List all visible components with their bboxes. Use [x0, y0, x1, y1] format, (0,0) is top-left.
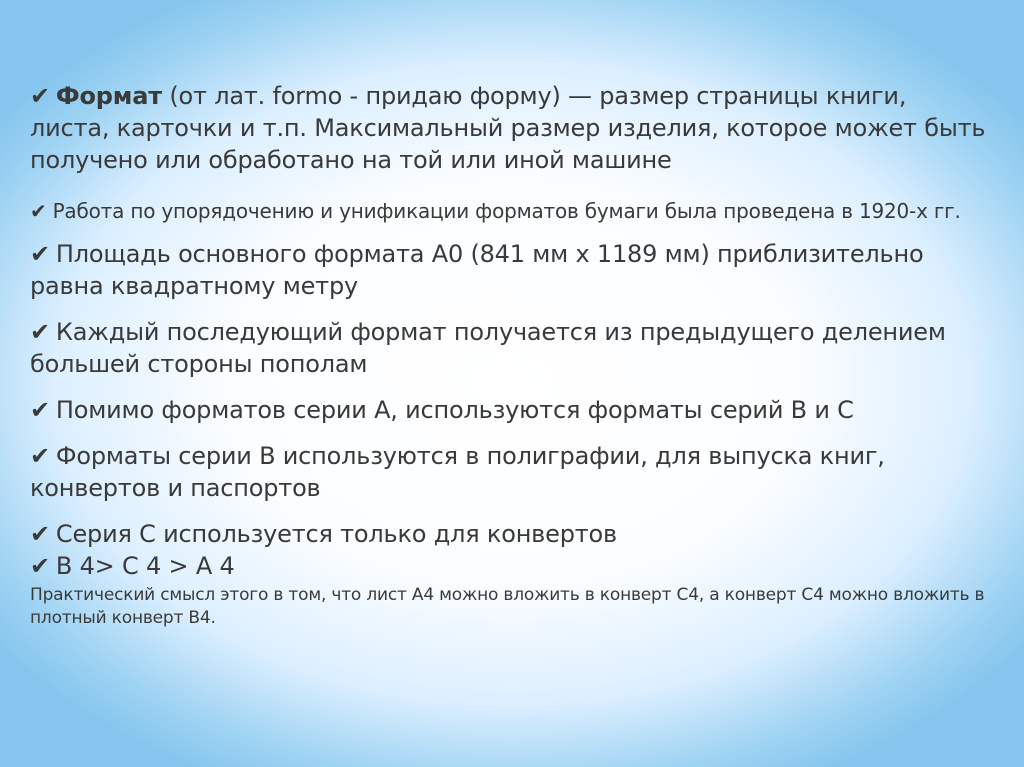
- bullet-series-b-usage: [30, 440, 990, 504]
- bullet-a0-area: [30, 238, 990, 302]
- bullet-text: Форматы серии В используются в полиграфии, для выпуска книг, конвертов и паспортов: [30, 442, 885, 502]
- bullet-format-definition: [30, 80, 990, 176]
- slide-content: [30, 80, 990, 630]
- check-mark-icon: ✔: [30, 552, 50, 580]
- bullet-text: (от лат. formo - придаю форму) — размер страницы книги, листа, карточки и т.п. Максимальный размер изделия, которое может быть получено или обработано на той или иной машине: [30, 82, 986, 174]
- bullet-standardization: [30, 196, 990, 226]
- bullet-text: Площадь основного формата А0 (841 мм х 1189 мм) приблизительно равна квадратному метру: [30, 240, 924, 300]
- term-format: Формат: [55, 82, 162, 110]
- check-mark-icon: ✔: [30, 396, 50, 424]
- check-mark-icon: ✔: [30, 520, 50, 548]
- bullet-text: Каждый последующий формат получается из предыдущего делением большей стороны пополам: [30, 318, 946, 378]
- bullet-text: Работа по упорядочению и унификации форматов бумаги была проведена в 1920-х гг.: [52, 199, 961, 223]
- bullet-text: В 4> С 4 > А 4: [55, 552, 235, 580]
- check-mark-icon: ✔: [30, 240, 50, 268]
- check-mark-icon: ✔: [30, 82, 50, 110]
- check-mark-icon: ✔: [30, 318, 50, 346]
- bullet-text: Помимо форматов серии А, используются форматы серий В и С: [55, 396, 854, 424]
- bullet-series-b-c: [30, 394, 990, 426]
- bullet-size-order: [30, 550, 990, 582]
- bullet-halving: [30, 316, 990, 380]
- practical-note: Практический смысл этого в том, что лист А4 можно вложить в конверт С4, а конверт С4 можно вложить в плотный конверт В4.: [30, 585, 985, 628]
- check-mark-icon: ✔: [30, 199, 47, 223]
- check-mark-icon: ✔: [30, 442, 50, 470]
- bullet-text: Серия С используется только для конвертов: [55, 520, 617, 548]
- bullet-series-c-usage: [30, 518, 990, 550]
